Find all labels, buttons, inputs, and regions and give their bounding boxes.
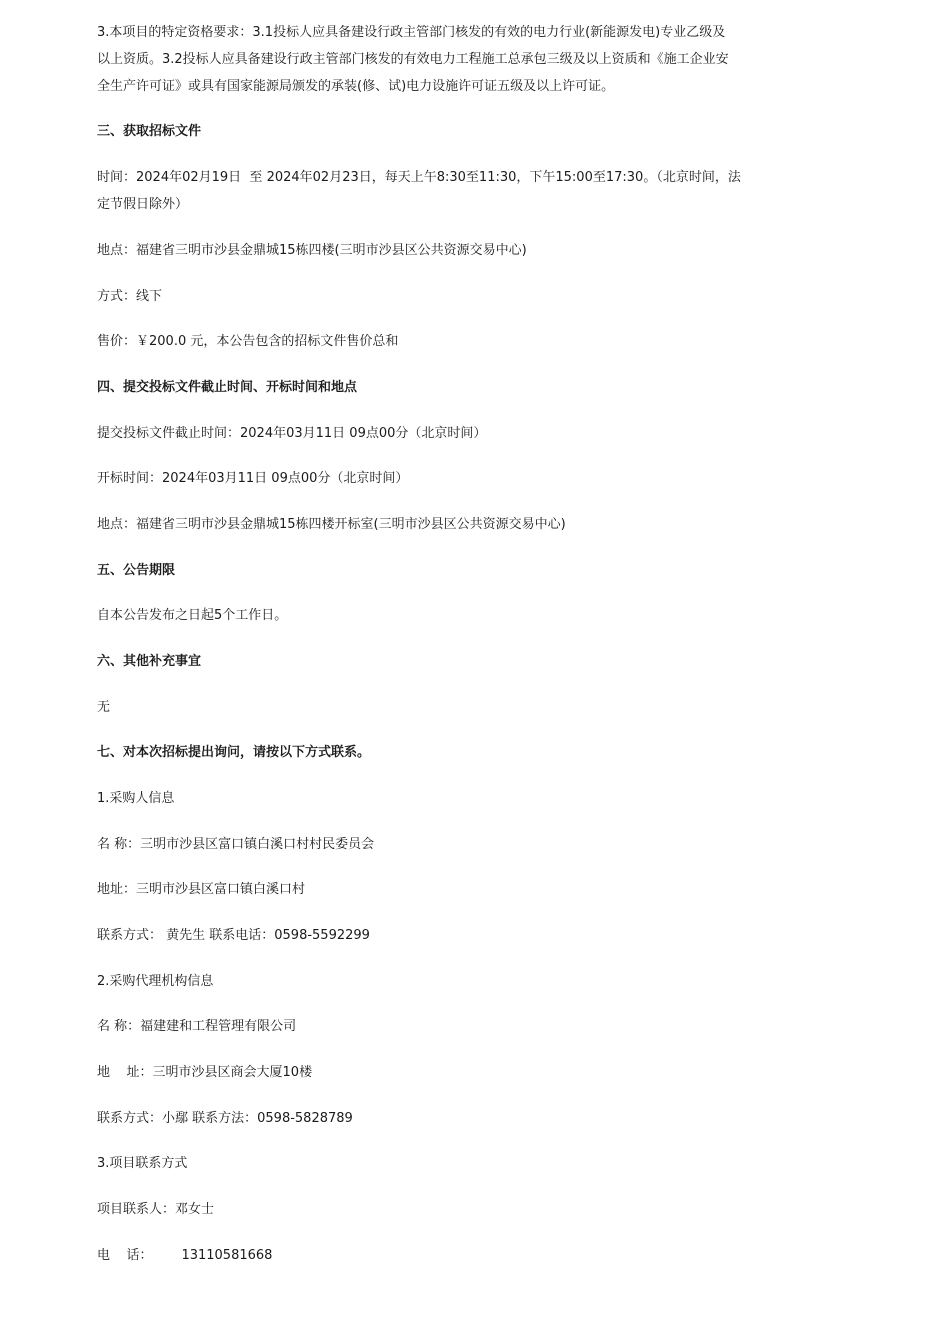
- qualification-line-3: 全生产许可证》或具有国家能源局颁发的承装(修、试)电力设施许可证五级及以上许可证。: [97, 79, 615, 94]
- section-4-location: 地点：福建省三明市沙县金鼎城15栋四楼开标室(三明市沙县区公共资源交易中心): [97, 517, 566, 532]
- project-contact-title: 3.项目联系方式: [97, 1156, 188, 1171]
- section-4-deadline: 提交投标文件截止时间：2024年03月11日 09点00分（北京时间）: [97, 426, 487, 441]
- section-6-heading: 六、其他补充事宜: [97, 654, 202, 669]
- agency-title: 2.采购代理机构信息: [97, 974, 214, 989]
- section-3-heading: 三、获取招标文件: [97, 124, 202, 139]
- project-contact-person: 项目联系人：邓女士: [97, 1202, 215, 1217]
- section-3-location: 地点：福建省三明市沙县金鼎城15栋四楼(三明市沙县区公共资源交易中心): [97, 243, 527, 258]
- project-contact-phone: 电 话： 13110581668: [97, 1248, 273, 1263]
- qualification-line-1: 3.本项目的特定资格要求：3.1投标人应具备建设行政主管部门核发的有效的电力行业(新能源发电)专业乙级及: [97, 25, 726, 40]
- purchaser-title: 1.采购人信息: [97, 791, 175, 806]
- agency-contact: 联系方式：小鄢 联系方法：0598-5828789: [97, 1111, 353, 1126]
- section-3-method: 方式：线下: [97, 289, 163, 304]
- section-6-text: 无: [97, 700, 111, 715]
- section-4-heading: 四、提交投标文件截止时间、开标时间和地点: [97, 380, 358, 395]
- section-3-time-line-1: 时间：2024年02月19日 至 2024年02月23日，每天上午8:30至11:30，下午15:00至17:30。（北京时间，法: [97, 170, 741, 185]
- section-5-text: 自本公告发布之日起5个工作日。: [97, 608, 288, 623]
- section-3-time-line-2: 定节假日除外）: [97, 197, 189, 212]
- purchaser-name: 名 称：三明市沙县区富口镇白溪口村村民委员会: [97, 837, 375, 852]
- section-5-heading: 五、公告期限: [97, 563, 176, 578]
- agency-name: 名 称：福建建和工程管理有限公司: [97, 1019, 297, 1034]
- section-4-opening: 开标时间：2024年03月11日 09点00分（北京时间）: [97, 471, 409, 486]
- agency-address: 地 址：三明市沙县区商会大厦10楼: [97, 1065, 313, 1080]
- purchaser-address: 地址：三明市沙县区富口镇白溪口村: [97, 882, 306, 897]
- section-7-heading: 七、对本次招标提出询问，请按以下方式联系。: [97, 745, 371, 760]
- purchaser-contact: 联系方式： 黄先生 联系电话：0598-5592299: [97, 928, 370, 943]
- section-3-price: 售价：￥200.0 元，本公告包含的招标文件售价总和: [97, 334, 399, 349]
- qualification-line-2: 以上资质。3.2投标人应具备建设行政主管部门核发的有效电力工程施工总承包三级及以上资质和《施工企业安: [97, 52, 729, 67]
